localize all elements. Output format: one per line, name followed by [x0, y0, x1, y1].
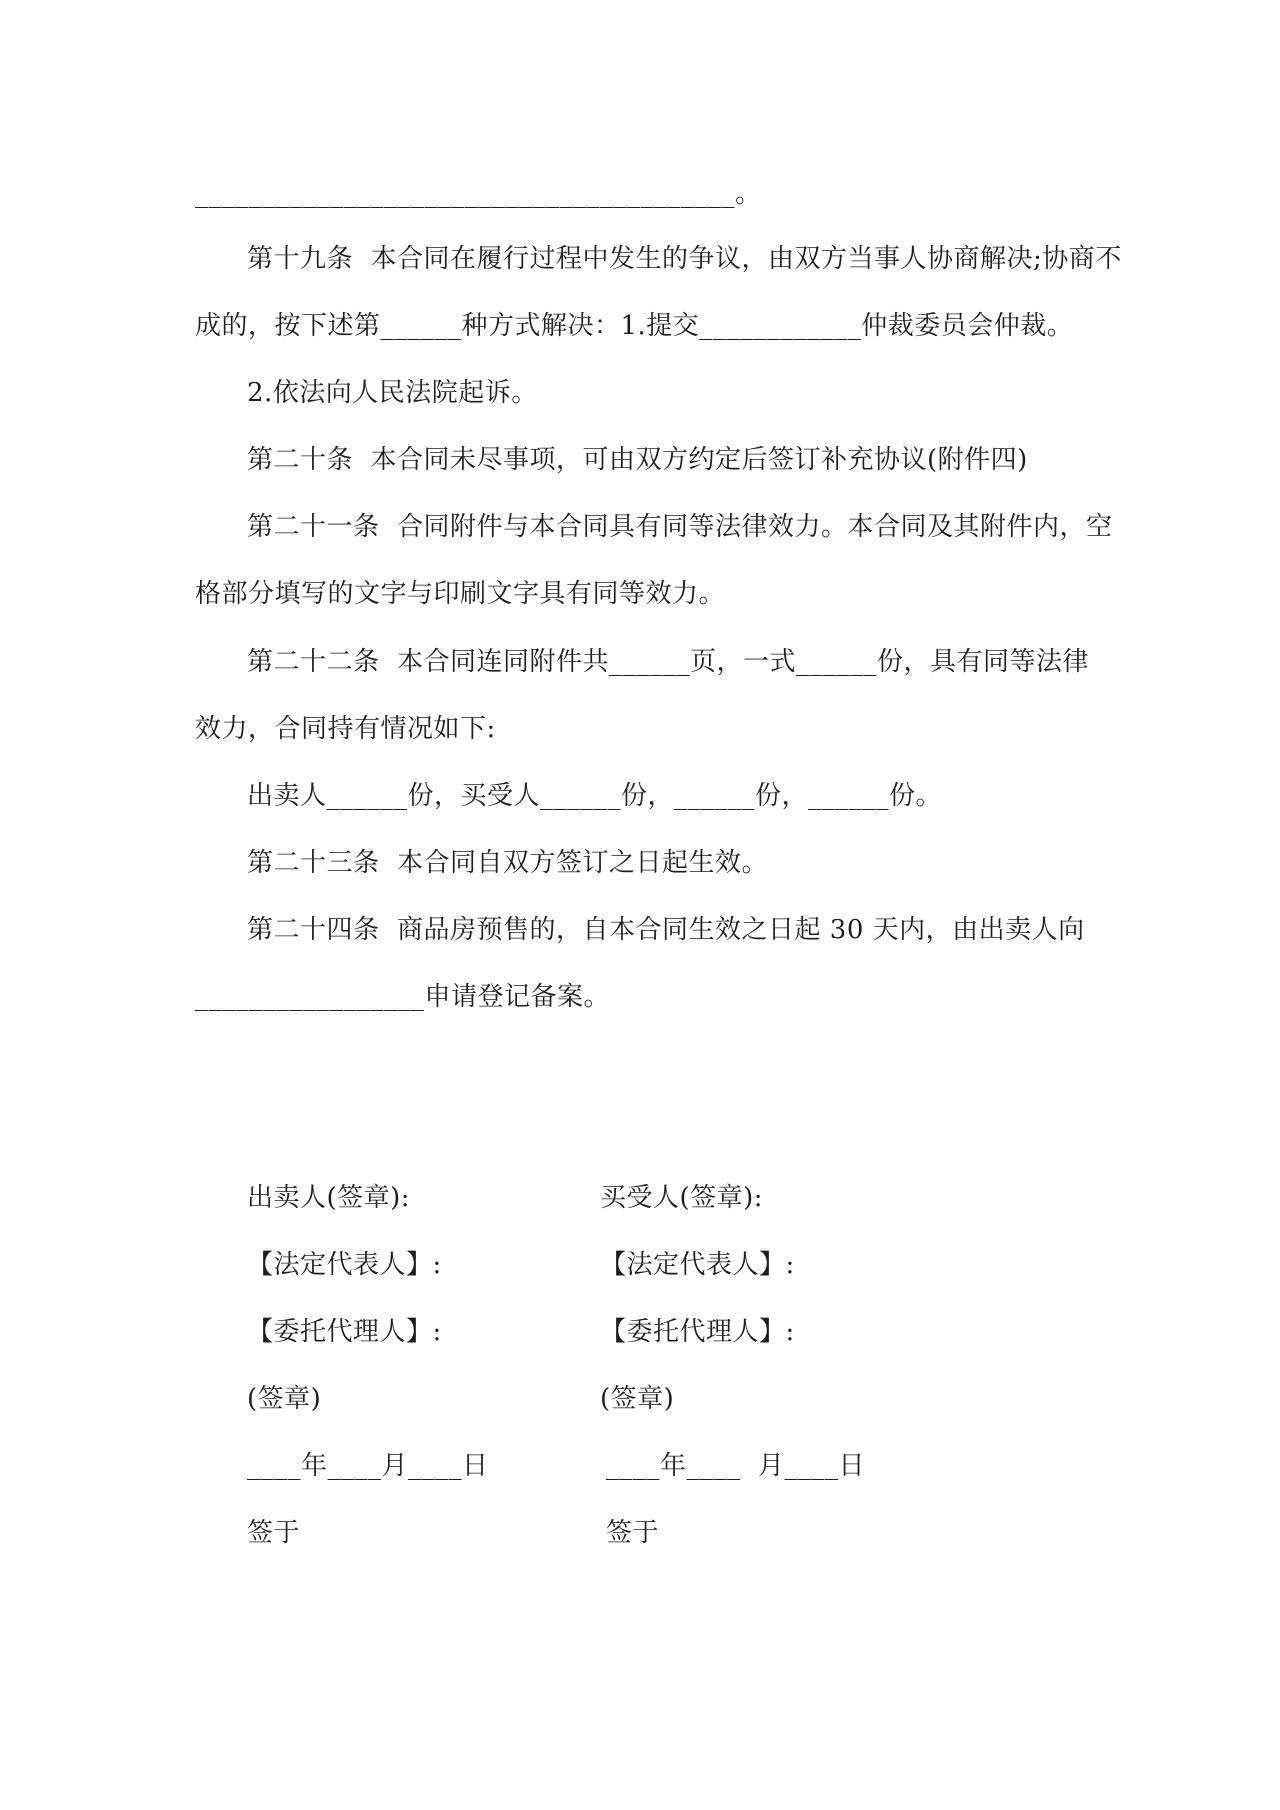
- article-23: 第二十三条 本合同自双方签订之日起生效。: [247, 848, 769, 878]
- article-24-line-1: 第二十四条 商品房预售的，自本合同生效之日起 30 天内，由出卖人向: [247, 915, 1085, 945]
- seller-authorized-agent: 【委托代理人】:: [247, 1317, 442, 1347]
- article-22-holders: 出卖人______份，买受人______份，______份，______份。: [247, 781, 943, 811]
- article-22-line-2: 效力，合同持有情况如下:: [195, 714, 496, 744]
- article-24-line-2: _________________申请登记备案。: [195, 982, 611, 1012]
- article-21-line-2: 格部分填写的文字与印刷文字具有同等效力。: [195, 579, 726, 609]
- buyer-seal: (签章): [600, 1384, 675, 1414]
- buyer-legal-representative: 【法定代表人】:: [600, 1250, 795, 1280]
- buyer-date: ____年____ 月____日: [606, 1451, 866, 1481]
- article-19-option-2: 2.依法向人民法院起诉。: [247, 378, 538, 408]
- seller-signed-at: 签于: [247, 1518, 301, 1548]
- buyer-authorized-agent: 【委托代理人】:: [600, 1317, 795, 1347]
- seller-seal: (签章): [247, 1384, 322, 1414]
- seller-legal-representative: 【法定代表人】:: [247, 1250, 442, 1280]
- article-21-line-1: 第二十一条 合同附件与本合同具有同等法律效力。本合同及其附件内，空: [247, 512, 1113, 542]
- article-22-line-1: 第二十二条 本合同连同附件共______页，一式______份，具有同等法律: [247, 647, 1090, 677]
- article-20: 第二十条 本合同未尽事项，可由双方约定后签订补充协议(附件四): [247, 445, 1028, 475]
- seller-title: 出卖人(签章):: [247, 1183, 411, 1213]
- carryover-blank-line: ________________________________________。: [195, 179, 762, 209]
- article-19-line-1: 第十九条 本合同在履行过程中发生的争议，由双方当事人协商解决;协商不: [247, 244, 1122, 274]
- article-19-line-2: 成的，按下述第______种方式解决：1.提交____________仲裁委员会仲裁。: [195, 311, 1074, 341]
- seller-date: ____年____月____日: [247, 1451, 489, 1481]
- buyer-signed-at: 签于: [606, 1518, 660, 1548]
- buyer-title: 买受人(签章):: [600, 1183, 764, 1213]
